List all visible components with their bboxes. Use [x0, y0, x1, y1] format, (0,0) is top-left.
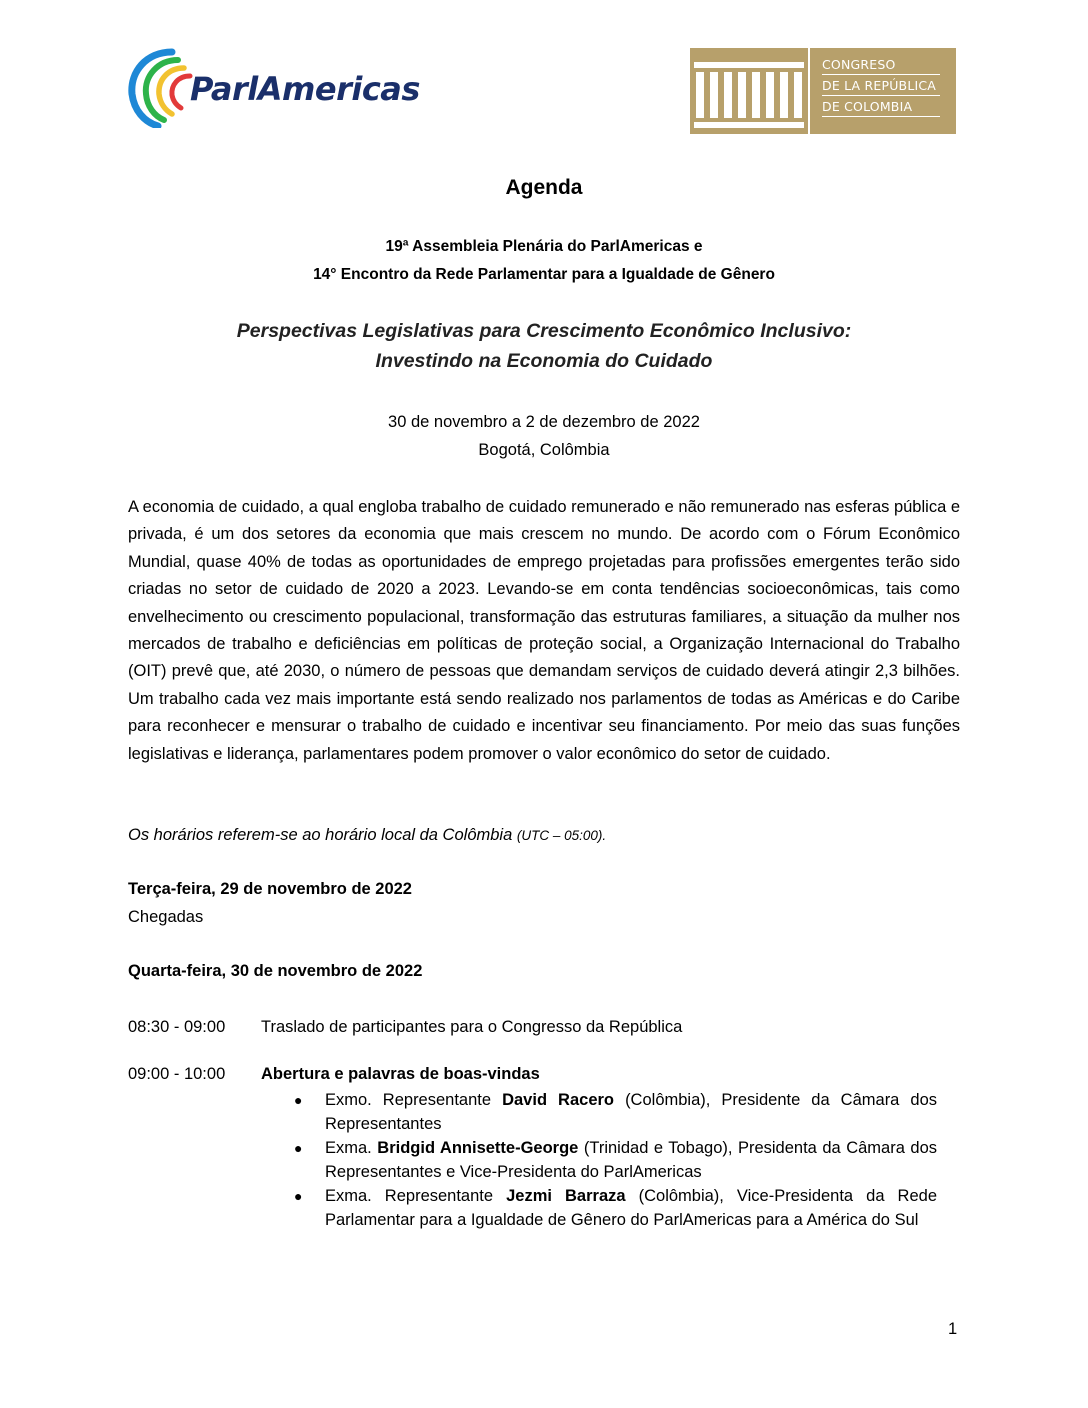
congreso-rule-1	[822, 74, 940, 75]
speaker-name: Jezmi Barraza	[506, 1187, 626, 1205]
assembly-subtitle: 19ª Assembleia Plenária do ParlAmericas e	[385, 238, 703, 255]
bullet-icon: ●	[294, 1140, 303, 1156]
speaker-list	[294, 1088, 937, 1232]
slot-time: 08:30 - 09:00	[128, 1018, 226, 1036]
event-location: Bogotá, Colômbia	[478, 441, 610, 459]
congreso-rule-3	[822, 116, 940, 117]
speaker-item	[294, 1184, 937, 1232]
speaker-item	[294, 1088, 937, 1136]
slot-title: Abertura e palavras de boas-vindas	[261, 1065, 540, 1083]
day-heading-wednesday: Quarta-feira, 30 de novembro de 2022	[128, 962, 423, 980]
bullet-icon: ●	[294, 1092, 303, 1108]
speaker-role: (Colômbia), Presidente da Câmara dos Representantes	[325, 1091, 937, 1133]
slot-time: 09:00 - 10:00	[128, 1065, 226, 1083]
slot-title: Traslado de participantes para o Congresso da República	[261, 1018, 683, 1036]
parlamericas-wordmark: ParlAmericas	[190, 70, 420, 108]
capitol-building-icon	[690, 44, 808, 134]
speaker-prefix: Exma. Representante	[325, 1187, 494, 1205]
parlamericas-logo	[128, 46, 438, 128]
timezone-note-text: Os horários referem-se ao horário local da Colômbia	[128, 826, 513, 844]
congreso-line-1: CONGRESO	[822, 57, 896, 72]
speaker-role: (Colômbia), Vice-Presidenta da Rede Parlamentar para a Igualdade de Gênero do ParlAmericas para a América do Sul	[325, 1187, 937, 1229]
intro-paragraph: A economia de cuidado, a qual engloba trabalho de cuidado remunerado e não remunerado nas esferas pública e privada, é um dos setores da economia que mais crescem no mundo. De acordo com o Fórum Econômico Mundial, quase 40% de todas as oportunidades de emprego projetadas para profissões emergentes terão sido criadas no setor de cuidado de 2020 a 2023. Levando-se em conta tendências socioeconômicas, tais como envelhecimento ou crescimento populacional, transformação das estruturas familiares, a situação da mulher nos mercados de trabalho e deficiências em políticas de proteção social, a Organização Internacional do Trabalho (OIT) prevê que, até 2030, o número de pessoas que demandam serviços de cuidado deverá atingir 2,3 bilhões. Um trabalho cada vez mais importante está sendo realizado nos parlamentos de todas as Américas e do Caribe para reconhecer e mensurar o trabalho de cuidado e incentivar seu financiamento. Por meio das suas funções legislativas e liderança, parlamentares podem promover o valor econômico do setor de cuidado.	[128, 498, 961, 763]
congreso-colombia-logo	[690, 44, 956, 134]
congreso-rule-2	[822, 95, 940, 96]
theme-line-2: Investindo na Economia do Cuidado	[375, 350, 713, 372]
speaker-name: Bridgid Annisette-George	[377, 1139, 579, 1157]
speaker-prefix: Exma.	[325, 1139, 372, 1157]
speaker-role: (Trinidad e Tobago), Presidenta da Câmara dos Representantes e Vice-Presidenta do ParlAmericas	[325, 1139, 937, 1181]
theme-line-1: Perspectivas Legislativas para Crescimento Econômico Inclusivo:	[236, 320, 852, 342]
timezone-utc: (UTC – 05:00).	[516, 828, 607, 843]
timezone-note	[128, 826, 606, 845]
speaker-name: David Racero	[502, 1091, 615, 1109]
congreso-name-plate	[810, 48, 956, 134]
arrivals-note: Chegadas	[128, 908, 204, 926]
day-heading-tuesday: Terça-feira, 29 de novembro de 2022	[128, 880, 412, 898]
page-number: 1	[948, 1320, 958, 1338]
congreso-line-2: DE LA REPÚBLICA	[822, 78, 937, 93]
event-dates: 30 de novembro a 2 de dezembro de 2022	[388, 413, 700, 431]
bullet-icon: ●	[294, 1188, 303, 1204]
congreso-line-3: DE COLOMBIA	[822, 99, 913, 114]
speaker-item	[294, 1136, 937, 1184]
agenda-title: Agenda	[505, 176, 583, 199]
speaker-prefix: Exmo. Representante	[325, 1091, 492, 1109]
network-subtitle: 14° Encontro da Rede Parlamentar para a Igualdade de Gênero	[313, 266, 775, 283]
